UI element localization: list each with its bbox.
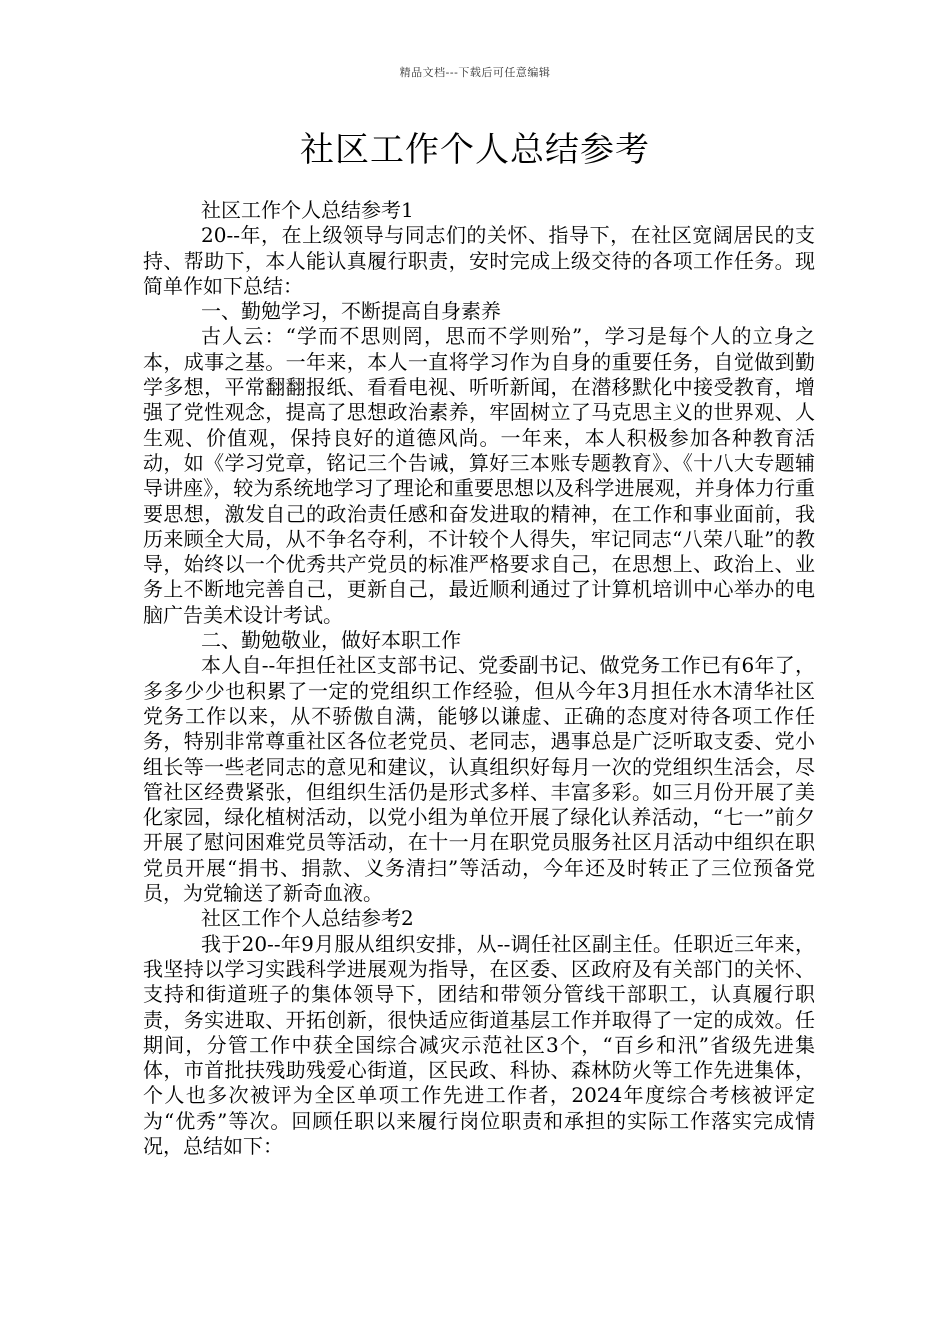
section-heading-1: 社区工作个人总结参考1: [201, 198, 414, 222]
paragraph: 古人云：“学而不思则罔，思而不学则殆”，学习是每个人的立身之本，成事之基。一年来，本人一直将学习作为自身的重要任务，自觉做到勤学多想，平常翻翻报纸、看看电视、听听新闻，在潜移默化中接受教育，增强了党性观念，提高了思想政治素养，牢固树立了马克思主义的世界观、人生观、价值观，保持良好的道德风尚。一年来，本人积极参加各种教育活动，如《学习党章，铭记三个告诫，算好三本账专题教育》、《十八大专题辅导讲座》，较为系统地学习了理论和重要思想以及科学进展观，并身体力行重要思想，激发自己的政治责任感和奋发进取的精神，在工作和事业面前，我历来顾全大局，从不争名夺利，不计较个人得失，牢记同志“八荣八耻”的教导，始终以一个优秀共产党员的标准严格要求自己，在思想上、政治上、业务上不断地完善自己，更新自己，最近顺利通过了计算机培训中心举办的电脑广告美术设计考试。: [143, 324, 815, 627]
header-note: 精品文档---下载后可任意编辑: [399, 66, 551, 79]
paragraph: 我于20--年9月服从组织安排，从--调任社区副主任。任职近三年来，我坚持以学习实践科学进展观为指导，在区委、区政府及有关部门的关怀、支持和街道班子的集体领导下，团结和带领分管线干部职工，认真履行职责，务实进取、开拓创新，很快适应街道基层工作并取得了一定的成效。任期间，分管工作中获全国综合减灾示范社区3个，“百乡和汛”省级先进集体，市首批扶残助残爱心街道，区民政、科协、森林防火等工作先进集体，个人也多次被评为全区单项工作先进工作者，2024年度综合考核被评定为“优秀”等次。回顾任职以来履行岗位职责和承担的实际工作落实完成情况，总结如下：: [143, 931, 815, 1158]
paragraph: 20--年，在上级领导与同志们的关怀、指导下，在社区宽阔居民的支持、帮助下，本人能认真履行职责，安时完成上级交待的各项工作任务。现简单作如下总结：: [143, 223, 815, 298]
subsection-heading-work: 二、勤勉敬业，做好本职工作: [201, 628, 461, 653]
document-body: [143, 198, 815, 1159]
subsection-heading-study: 一、勤勉学习，不断提高自身素养: [201, 299, 501, 324]
document-title: 社区工作个人总结参考: [300, 130, 650, 170]
paragraph: 本人自--年担任社区支部书记、党委副书记、做党务工作已有6年了，多多少少也积累了一定的党组织工作经验，但从今年3月担任水木清华社区党务工作以来，从不骄傲自满，能够以谦虚、正确的态度对待各项工作任务，特别非常尊重社区各位老党员、老同志，遇事总是广泛听取支委、党小组长等一些老同志的意见和建议，认真组织好每月一次的党组织生活会，尽管社区经费紧张，但组织生活仍是形式多样、丰富多彩。如三月份开展了美化家园，绿化植树活动，以党小组为单位开展了绿化认养活动，“七一”前夕开展了慰问困难党员等活动，在十一月在职党员服务社区月活动中组织在职党员开展“捐书、捐款、义务清扫”等活动，今年还及时转正了三位预备党员，为党输送了新奇血液。: [143, 653, 815, 906]
section-heading-2: 社区工作个人总结参考2: [201, 906, 414, 931]
